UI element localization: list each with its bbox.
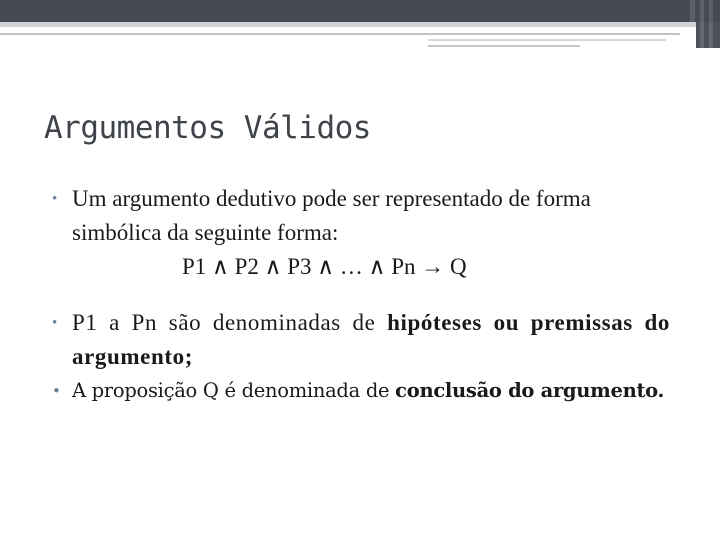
- bullet-item: [52, 182, 670, 250]
- header-rule: [428, 39, 666, 41]
- bullet-text: Um argumento dedutivo pode ser representado de forma simbólica da seguinte forma:: [72, 186, 591, 245]
- header-corner-block: [696, 22, 720, 48]
- header-rule: [428, 45, 580, 47]
- bullet-emphasis: conclusão do argumento.: [395, 379, 665, 402]
- bullet-dot: •: [52, 191, 58, 207]
- bullet-emphasis: hipóteses ou premissas do argumento;: [72, 310, 671, 369]
- bullet-text: P1 a Pn são denominadas de: [72, 310, 388, 335]
- bullet-text: A proposição Q é denominada de: [72, 379, 396, 402]
- formula: P1 ∧ P2 ∧ P3 ∧ … ∧ Pn → Q: [182, 254, 467, 279]
- bullet-dot: •: [52, 382, 61, 400]
- slide-body: [52, 182, 670, 408]
- header-bar-light: [0, 22, 720, 27]
- header-rule: [0, 33, 680, 35]
- bullet-item: [52, 374, 670, 408]
- bullet-item: [52, 306, 670, 374]
- header-bar-dark: [0, 0, 720, 22]
- slide-title: Argumentos Válidos: [44, 110, 371, 146]
- bullet-dot: •: [52, 315, 58, 331]
